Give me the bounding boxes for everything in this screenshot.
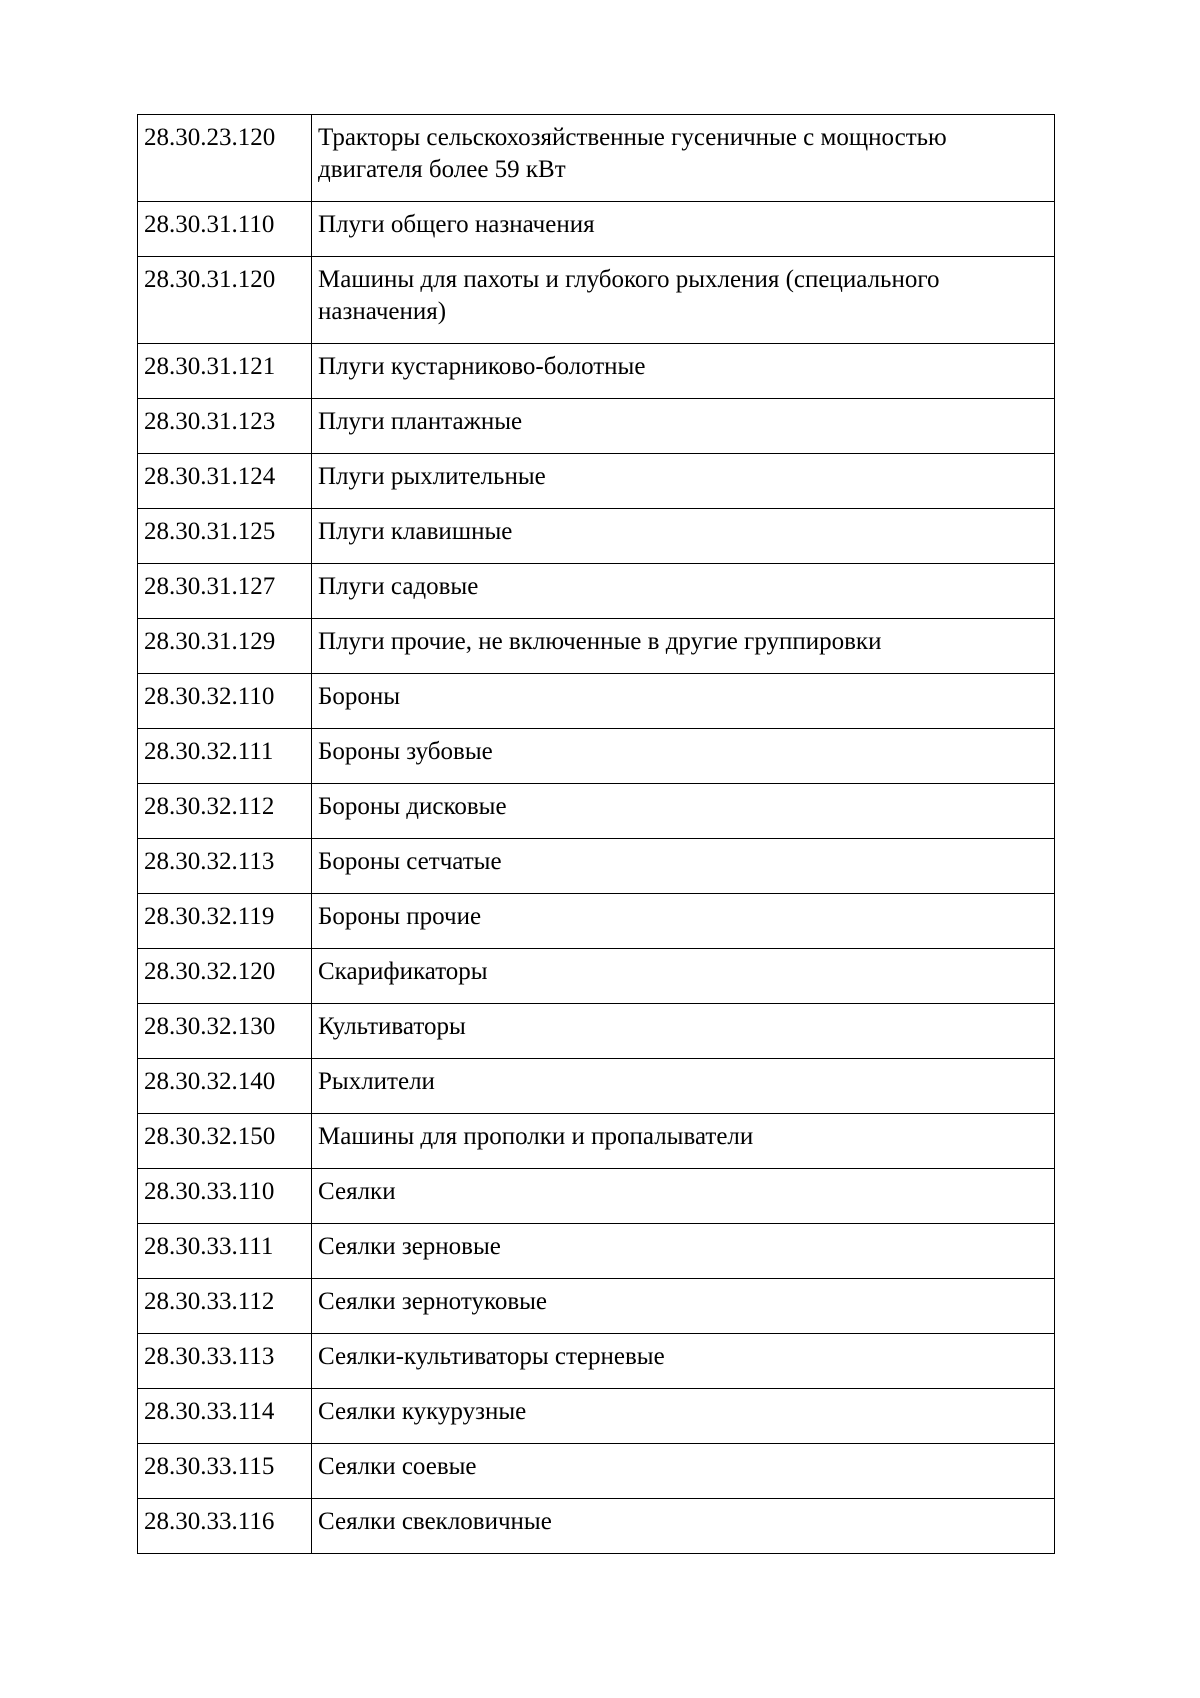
table-row (138, 257, 1055, 344)
table-row (138, 1114, 1055, 1169)
table-row (138, 1279, 1055, 1334)
description-cell: Сеялки зернотуковые (312, 1279, 1055, 1334)
code-cell: 28.30.32.110 (138, 674, 312, 729)
code-cell: 28.30.32.150 (138, 1114, 312, 1169)
code-cell: 28.30.31.110 (138, 202, 312, 257)
description-cell: Бороны зубовые (312, 729, 1055, 784)
table-row (138, 454, 1055, 509)
description-cell: Сеялки (312, 1169, 1055, 1224)
table-row (138, 1499, 1055, 1554)
code-cell: 28.30.32.111 (138, 729, 312, 784)
description-cell: Бороны дисковые (312, 784, 1055, 839)
table-row (138, 1004, 1055, 1059)
code-cell: 28.30.33.116 (138, 1499, 312, 1554)
code-cell: 28.30.31.123 (138, 399, 312, 454)
classification-table (137, 114, 1055, 1554)
code-cell: 28.30.32.112 (138, 784, 312, 839)
code-cell: 28.30.31.125 (138, 509, 312, 564)
table-row (138, 509, 1055, 564)
code-cell: 28.30.33.111 (138, 1224, 312, 1279)
table-row (138, 729, 1055, 784)
table-row (138, 949, 1055, 1004)
description-cell: Плуги плантажные (312, 399, 1055, 454)
table-row (138, 1444, 1055, 1499)
description-cell: Культиваторы (312, 1004, 1055, 1059)
table-row (138, 784, 1055, 839)
table-row (138, 1059, 1055, 1114)
code-cell: 28.30.33.114 (138, 1389, 312, 1444)
description-cell: Плуги садовые (312, 564, 1055, 619)
description-cell: Сеялки кукурузные (312, 1389, 1055, 1444)
code-cell: 28.30.32.120 (138, 949, 312, 1004)
description-cell: Плуги клавишные (312, 509, 1055, 564)
code-cell: 28.30.31.127 (138, 564, 312, 619)
code-cell: 28.30.32.140 (138, 1059, 312, 1114)
table-row (138, 619, 1055, 674)
table-row (138, 839, 1055, 894)
table-body (138, 115, 1055, 1554)
description-cell: Сеялки-культиваторы стерневые (312, 1334, 1055, 1389)
code-cell: 28.30.31.124 (138, 454, 312, 509)
table-row (138, 202, 1055, 257)
table-row (138, 894, 1055, 949)
description-cell: Тракторы сельскохозяйственные гусеничные с мощностью двигателя более 59 кВт (312, 115, 1055, 202)
code-cell: 28.30.33.115 (138, 1444, 312, 1499)
code-cell: 28.30.23.120 (138, 115, 312, 202)
code-cell: 28.30.31.129 (138, 619, 312, 674)
description-cell: Бороны прочие (312, 894, 1055, 949)
code-cell: 28.30.33.110 (138, 1169, 312, 1224)
code-cell: 28.30.32.113 (138, 839, 312, 894)
table-row (138, 1334, 1055, 1389)
code-cell: 28.30.32.130 (138, 1004, 312, 1059)
table-row (138, 1224, 1055, 1279)
table-row (138, 1169, 1055, 1224)
code-cell: 28.30.31.121 (138, 344, 312, 399)
code-cell: 28.30.33.112 (138, 1279, 312, 1334)
description-cell: Плуги общего назначения (312, 202, 1055, 257)
description-cell: Плуги прочие, не включенные в другие группировки (312, 619, 1055, 674)
code-cell: 28.30.32.119 (138, 894, 312, 949)
description-cell: Плуги кустарниково-болотные (312, 344, 1055, 399)
table-row (138, 564, 1055, 619)
description-cell: Бороны (312, 674, 1055, 729)
description-cell: Бороны сетчатые (312, 839, 1055, 894)
description-cell: Рыхлители (312, 1059, 1055, 1114)
table-row (138, 399, 1055, 454)
code-cell: 28.30.31.120 (138, 257, 312, 344)
description-cell: Сеялки соевые (312, 1444, 1055, 1499)
description-cell: Плуги рыхлительные (312, 454, 1055, 509)
description-cell: Сеялки зерновые (312, 1224, 1055, 1279)
table-row (138, 1389, 1055, 1444)
table-row (138, 344, 1055, 399)
description-cell: Сеялки свекловичные (312, 1499, 1055, 1554)
description-cell: Машины для пахоты и глубокого рыхления (специального назначения) (312, 257, 1055, 344)
table-row (138, 674, 1055, 729)
table-row (138, 115, 1055, 202)
description-cell: Машины для прополки и пропалыватели (312, 1114, 1055, 1169)
code-cell: 28.30.33.113 (138, 1334, 312, 1389)
description-cell: Скарификаторы (312, 949, 1055, 1004)
